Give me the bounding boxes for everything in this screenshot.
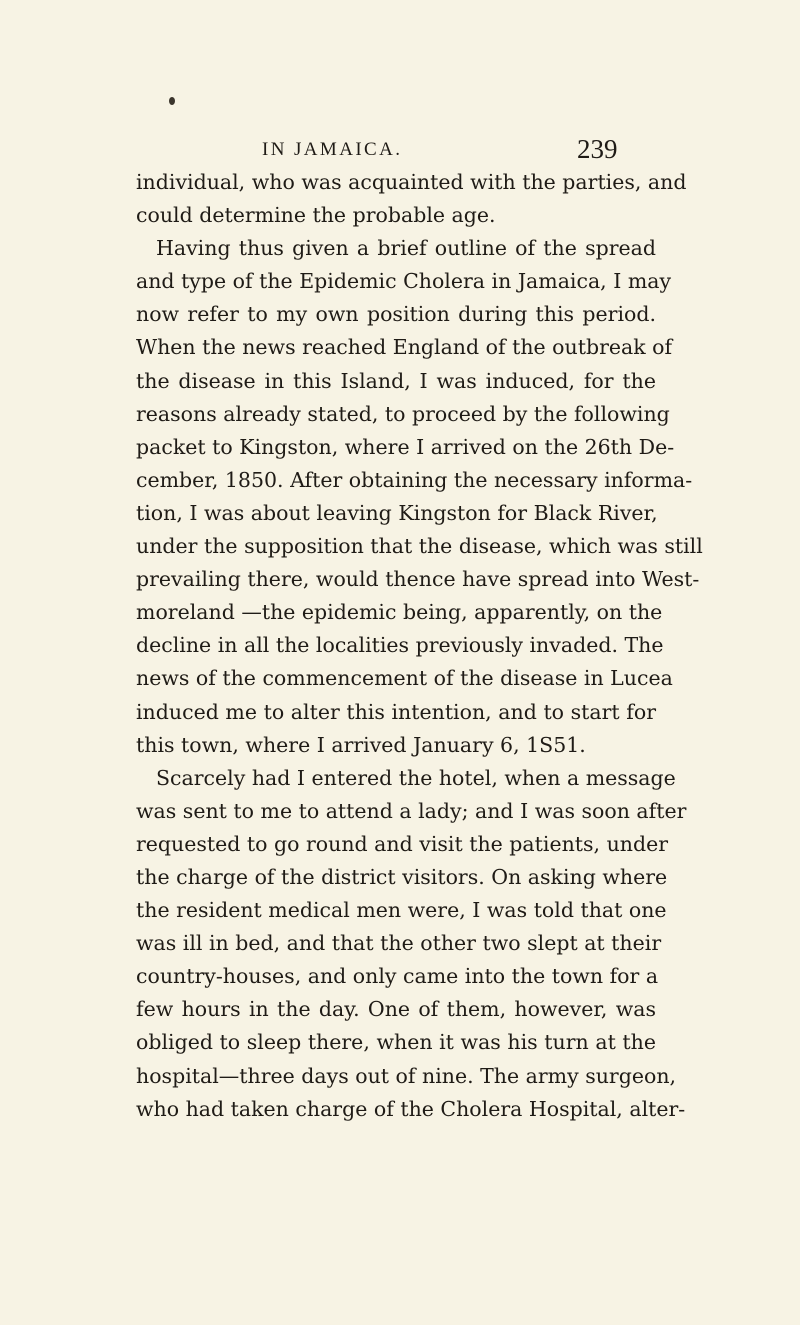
text-line: reasons already stated, to proceed by the following <box>136 401 670 426</box>
text-line: and type of the Epidemic Cholera in Jamaica, I may <box>136 269 672 294</box>
text-line: the disease in this Island, I was induced, for the <box>136 368 656 393</box>
text-line: tion, I was about leaving Kingston for Black River, <box>136 500 658 525</box>
text-line: country-houses, and only came into the town for a <box>136 964 659 989</box>
text-line: induced me to alter this intention, and to start for <box>136 699 656 724</box>
body-text <box>136 166 703 1126</box>
text-line: the charge of the district visitors. On asking where <box>136 864 668 889</box>
text-line: Having thus given a brief outline of the spread <box>156 236 656 261</box>
text-line: obliged to sleep there, when it was his turn at the <box>136 1030 656 1055</box>
text-line: who had taken charge of the Cholera Hospital, alter- <box>136 1096 686 1121</box>
ink-speck <box>169 97 175 105</box>
text-line: few hours in the day. One of them, however, was <box>136 997 656 1022</box>
text-line: When the news reached England of the outbreak of <box>136 335 673 360</box>
text-line: moreland —the epidemic being, apparently, on the <box>136 600 663 625</box>
text-line: under the supposition that the disease, which was still <box>136 534 703 559</box>
text-line: cember, 1850. After obtaining the necessary informa- <box>136 467 693 492</box>
text-line: prevailing there, would thence have spread into West- <box>136 567 700 592</box>
text-line: was ill in bed, and that the other two slept at their <box>136 931 662 956</box>
running-title: IN JAMAICA. <box>262 139 403 160</box>
text-line: individual, who was acquainted with the parties, and <box>136 170 687 194</box>
page-number: 239 <box>577 134 618 164</box>
text-line: news of the commencement of the disease in Lucea <box>136 666 673 691</box>
text-line: Scarcely had I entered the hotel, when a message <box>156 765 676 790</box>
text-line: decline in all the localities previously invaded. The <box>136 633 664 658</box>
text-line: was sent to me to attend a lady; and I was soon after <box>136 798 687 823</box>
running-head <box>0 134 800 167</box>
text-line: this town, where I arrived January 6, 1S51. <box>136 732 586 757</box>
text-line: requested to go round and visit the patients, under <box>136 831 669 856</box>
text-line: packet to Kingston, where I arrived on the 26th De- <box>136 434 675 459</box>
text-line: now refer to my own position during this period. <box>136 302 656 327</box>
text-line: hospital—three days out of nine. The army surgeon, <box>136 1063 677 1088</box>
text-line: could determine the probable age. <box>136 203 496 228</box>
text-line: the resident medical men were, I was told that one <box>136 898 667 923</box>
